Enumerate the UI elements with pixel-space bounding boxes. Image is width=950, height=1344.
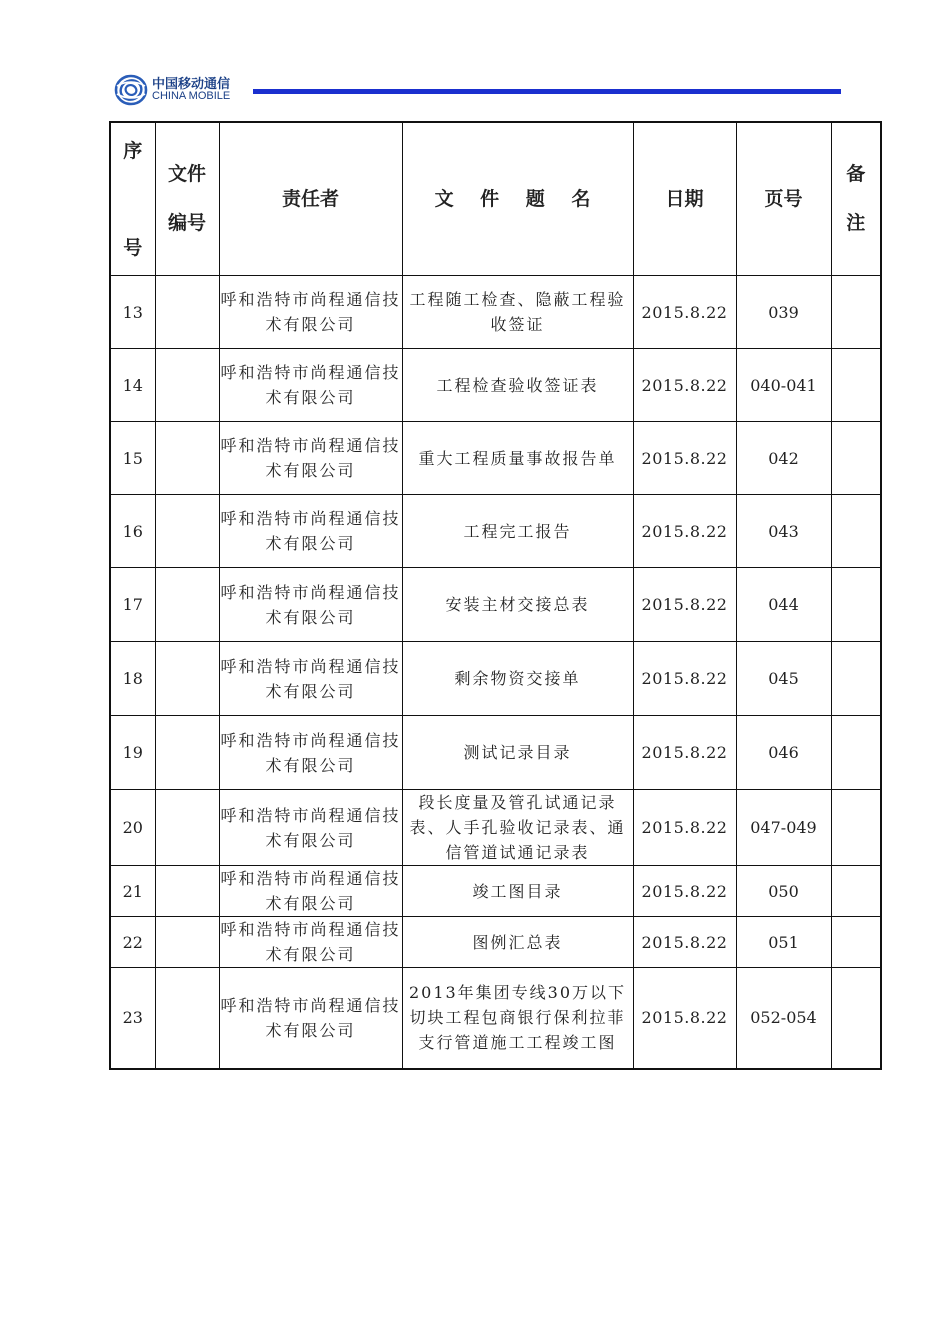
cell-title: 图例汇总表 — [402, 917, 633, 968]
cell-page: 042 — [736, 422, 831, 495]
cell-responsible: 呼和浩特市尚程通信技术有限公司 — [219, 716, 402, 790]
cell-file-no — [155, 716, 219, 790]
china-mobile-logo — [110, 72, 250, 108]
col-header-responsible: 责任者 — [219, 122, 402, 276]
cell-date: 2015.8.22 — [633, 495, 736, 568]
logo-chinese-text: 中国移动通信 — [152, 77, 231, 92]
cell-responsible: 呼和浩特市尚程通信技术有限公司 — [219, 276, 402, 349]
cell-date: 2015.8.22 — [633, 917, 736, 968]
table-row — [110, 349, 881, 422]
cell-title: 测试记录目录 — [402, 716, 633, 790]
file-index-table — [109, 121, 882, 1070]
cell-page: 052-054 — [736, 968, 831, 1069]
cell-title: 剩余物资交接单 — [402, 642, 633, 716]
col-header-seq-top: 序 — [123, 140, 143, 162]
col-header-remark-line2: 注 — [846, 212, 866, 234]
table-row — [110, 568, 881, 642]
cell-remark — [831, 422, 881, 495]
cell-page: 043 — [736, 495, 831, 568]
cell-seq: 19 — [110, 716, 155, 790]
cell-page: 046 — [736, 716, 831, 790]
table-row — [110, 276, 881, 349]
cell-file-no — [155, 968, 219, 1069]
cell-remark — [831, 568, 881, 642]
cell-page: 044 — [736, 568, 831, 642]
col-header-seq-bottom: 号 — [123, 237, 143, 259]
cell-title: 工程完工报告 — [402, 495, 633, 568]
table-header-row — [110, 122, 881, 276]
logo-english-text: CHINA MOBILE — [152, 90, 231, 102]
cell-page: 039 — [736, 276, 831, 349]
cell-responsible: 呼和浩特市尚程通信技术有限公司 — [219, 422, 402, 495]
cell-date: 2015.8.22 — [633, 349, 736, 422]
cell-page: 040-041 — [736, 349, 831, 422]
cell-remark — [831, 349, 881, 422]
table-row — [110, 866, 881, 917]
cell-title: 安装主材交接总表 — [402, 568, 633, 642]
cell-file-no — [155, 422, 219, 495]
table-row — [110, 968, 881, 1069]
cell-date: 2015.8.22 — [633, 422, 736, 495]
cell-seq: 20 — [110, 790, 155, 866]
cell-responsible: 呼和浩特市尚程通信技术有限公司 — [219, 866, 402, 917]
cell-responsible: 呼和浩特市尚程通信技术有限公司 — [219, 568, 402, 642]
cell-seq: 17 — [110, 568, 155, 642]
cell-page: 047-049 — [736, 790, 831, 866]
cell-date: 2015.8.22 — [633, 642, 736, 716]
col-header-remark — [831, 122, 881, 276]
col-header-file-no-line1: 文件 — [167, 163, 206, 185]
cell-seq: 21 — [110, 866, 155, 917]
cell-file-no — [155, 866, 219, 917]
cell-date: 2015.8.22 — [633, 568, 736, 642]
cell-responsible: 呼和浩特市尚程通信技术有限公司 — [219, 917, 402, 968]
col-header-file-no — [155, 122, 219, 276]
col-header-date: 日期 — [633, 122, 736, 276]
table-row — [110, 716, 881, 790]
cell-seq: 22 — [110, 917, 155, 968]
cell-date: 2015.8.22 — [633, 968, 736, 1069]
table-row — [110, 917, 881, 968]
cell-file-no — [155, 568, 219, 642]
cell-title: 竣工图目录 — [402, 866, 633, 917]
table-row — [110, 790, 881, 866]
col-header-seq — [110, 122, 155, 276]
cell-date: 2015.8.22 — [633, 866, 736, 917]
cell-page: 051 — [736, 917, 831, 968]
cell-remark — [831, 276, 881, 349]
col-header-page: 页号 — [736, 122, 831, 276]
cell-seq: 14 — [110, 349, 155, 422]
cell-remark — [831, 495, 881, 568]
header-rule — [253, 89, 841, 94]
cell-remark — [831, 716, 881, 790]
cell-seq: 23 — [110, 968, 155, 1069]
cell-seq: 15 — [110, 422, 155, 495]
col-header-remark-line1: 备 — [846, 163, 866, 185]
cell-responsible: 呼和浩特市尚程通信技术有限公司 — [219, 495, 402, 568]
cell-file-no — [155, 790, 219, 866]
col-header-file-no-line2: 编号 — [167, 212, 206, 234]
cell-page: 045 — [736, 642, 831, 716]
cell-file-no — [155, 642, 219, 716]
china-mobile-logo-icon — [114, 74, 148, 106]
cell-date: 2015.8.22 — [633, 276, 736, 349]
table-row — [110, 422, 881, 495]
cell-seq: 16 — [110, 495, 155, 568]
table-row — [110, 642, 881, 716]
cell-remark — [831, 790, 881, 866]
cell-title: 段长度量及管孔试通记录表、人手孔验收记录表、通信管道试通记录表 — [402, 790, 633, 866]
cell-remark — [831, 642, 881, 716]
cell-seq: 18 — [110, 642, 155, 716]
cell-title: 2013年集团专线30万以下切块工程包商银行保利拉菲支行管道施工工程竣工图 — [402, 968, 633, 1069]
cell-remark — [831, 917, 881, 968]
cell-remark — [831, 866, 881, 917]
cell-title: 工程检查验收签证表 — [402, 349, 633, 422]
cell-seq: 13 — [110, 276, 155, 349]
cell-responsible: 呼和浩特市尚程通信技术有限公司 — [219, 349, 402, 422]
cell-responsible: 呼和浩特市尚程通信技术有限公司 — [219, 790, 402, 866]
cell-file-no — [155, 276, 219, 349]
cell-date: 2015.8.22 — [633, 716, 736, 790]
cell-title: 工程随工检查、隐蔽工程验收签证 — [402, 276, 633, 349]
cell-title: 重大工程质量事故报告单 — [402, 422, 633, 495]
table-row — [110, 495, 881, 568]
cell-responsible: 呼和浩特市尚程通信技术有限公司 — [219, 642, 402, 716]
cell-file-no — [155, 917, 219, 968]
cell-file-no — [155, 495, 219, 568]
cell-responsible: 呼和浩特市尚程通信技术有限公司 — [219, 968, 402, 1069]
cell-file-no — [155, 349, 219, 422]
cell-page: 050 — [736, 866, 831, 917]
cell-remark — [831, 968, 881, 1069]
col-header-title: 文 件 题 名 — [402, 122, 633, 276]
cell-date: 2015.8.22 — [633, 790, 736, 866]
page-header — [110, 72, 845, 112]
